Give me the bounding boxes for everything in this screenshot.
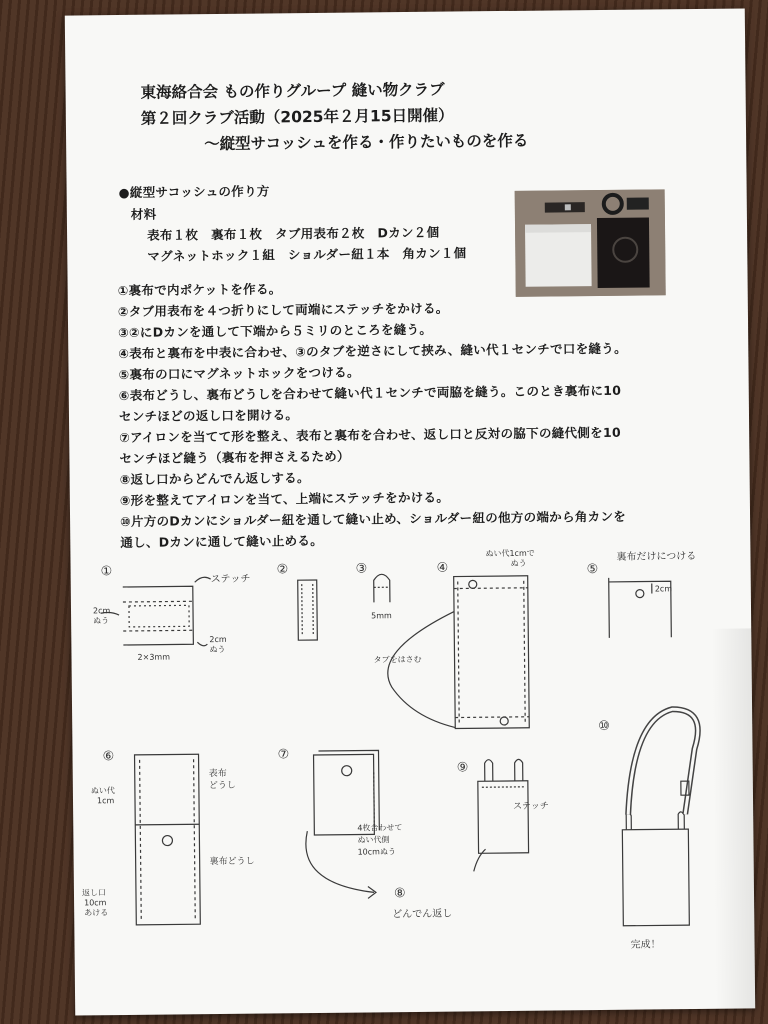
sketch-num-8: ⑧ (393, 886, 406, 902)
svg-text:5mm: 5mm (371, 611, 392, 621)
step-1: ①裏布で内ポケットを作る。 (117, 281, 282, 299)
svg-text:ぬい代側: ぬい代側 (357, 835, 390, 845)
sketch-num-4: ④ (436, 560, 449, 576)
svg-text:裏布だけにつける: 裏布だけにつける (616, 551, 697, 563)
svg-text:2cm: 2cm (209, 634, 227, 645)
handout-paper (65, 8, 755, 1015)
svg-text:1cm: 1cm (96, 796, 115, 806)
step-8: ⑧返し口からどんでん返しする。 (119, 470, 310, 488)
step-2: ②タブ用表布を４つ折りにして両端にステッチをかける。 (117, 300, 449, 320)
svg-text:表布: 表布 (208, 768, 227, 780)
materials-label: 材料 (130, 206, 157, 222)
svg-text:裏布どうし: 裏布どうし (209, 856, 255, 868)
svg-text:返し口: 返し口 (81, 888, 107, 898)
materials-line-2: マグネットホック１組 ショルダー紐１本 角カン１個 (147, 245, 467, 264)
header-subtitle: 第２回クラブ活動（2025年２月15日開催） (140, 106, 454, 128)
svg-text:2cm: 2cm (654, 584, 673, 594)
step-9: ⑨形を整えてアイロンを当て、上端にステッチをかける。 (119, 489, 450, 509)
step-6-cont: センチほどの返し口を開ける。 (118, 407, 299, 425)
step-10: ⑩片方のDカンにショルダー紐を通して縫い止め、ショルダー紐の他方の端から角カンを (120, 508, 627, 530)
step-3: ③②にDカンを通して下端から５ミリのところを縫う。 (118, 321, 433, 341)
header-title: 東海絡合会 もの作りグループ 縫い物クラブ (140, 80, 445, 102)
sketch-num-2: ② (276, 562, 289, 578)
svg-text:10cmぬう: 10cmぬう (357, 847, 396, 857)
materials-line-1: 表布１枚 裏布１枚 タブ用表布２枚 Dカン２個 (147, 224, 440, 243)
section-title: ●縦型サコッシュの作り方 (118, 183, 270, 201)
svg-text:ぬう: ぬう (93, 616, 110, 626)
sketch-num-9: ⑨ (456, 760, 469, 776)
svg-text:ぬい代1cmで: ぬい代1cmで (485, 548, 535, 559)
svg-text:完成！: 完成！ (630, 939, 661, 951)
svg-text:ステッチ: ステッチ (210, 573, 251, 586)
svg-text:2×3mm: 2×3mm (137, 652, 171, 662)
svg-text:タブをはさむ: タブをはさむ (373, 654, 422, 665)
svg-text:10cm: 10cm (84, 898, 107, 908)
svg-text:あける: あける (84, 908, 109, 918)
step-6: ⑥表布どうし、裏布どうしを合わせて縫い代１センチで両脇を縫う。このとき裏布に10 (118, 382, 622, 404)
sketch-num-5: ⑤ (586, 562, 599, 578)
sketch-num-3: ③ (355, 561, 368, 577)
svg-text:どうし: どうし (208, 780, 236, 792)
svg-text:2cm: 2cm (92, 606, 111, 616)
step-4: ④表布と裏布を中表に合わせ、③のタブを逆さにして挟み、縫い代１センチで口を縫う。 (118, 340, 627, 362)
svg-text:どんでん返し: どんでん返し (392, 908, 453, 921)
step-10-cont: 通し、Dカンに通して縫い止める。 (120, 532, 324, 551)
svg-text:ステッチ: ステッチ (513, 801, 549, 812)
sketch-num-1: ① (100, 564, 113, 580)
step-7-cont: センチほど縫う（裏布を押さえるため） (119, 448, 350, 467)
sketch-num-10: ⑩ (598, 718, 610, 735)
svg-text:ぬう: ぬう (510, 558, 527, 568)
svg-text:4枚合わせて: 4枚合わせて (357, 823, 403, 833)
header-theme: ～縦型サコッシュを作る・作りたいものを作る (204, 131, 529, 154)
sketch-num-6: ⑥ (102, 749, 115, 765)
sketches (65, 8, 755, 1015)
svg-text:ぬう: ぬう (209, 644, 226, 655)
step-7: ⑦アイロンを当てて形を整え、表布と裏布を合わせ、返し口と反対の脇下の縫代側を10 (119, 424, 621, 446)
step-5: ⑤裏布の口にマグネットホックをつける。 (118, 364, 360, 383)
sketch-num-7: ⑦ (277, 747, 290, 763)
svg-text:ぬい代: ぬい代 (90, 786, 115, 796)
